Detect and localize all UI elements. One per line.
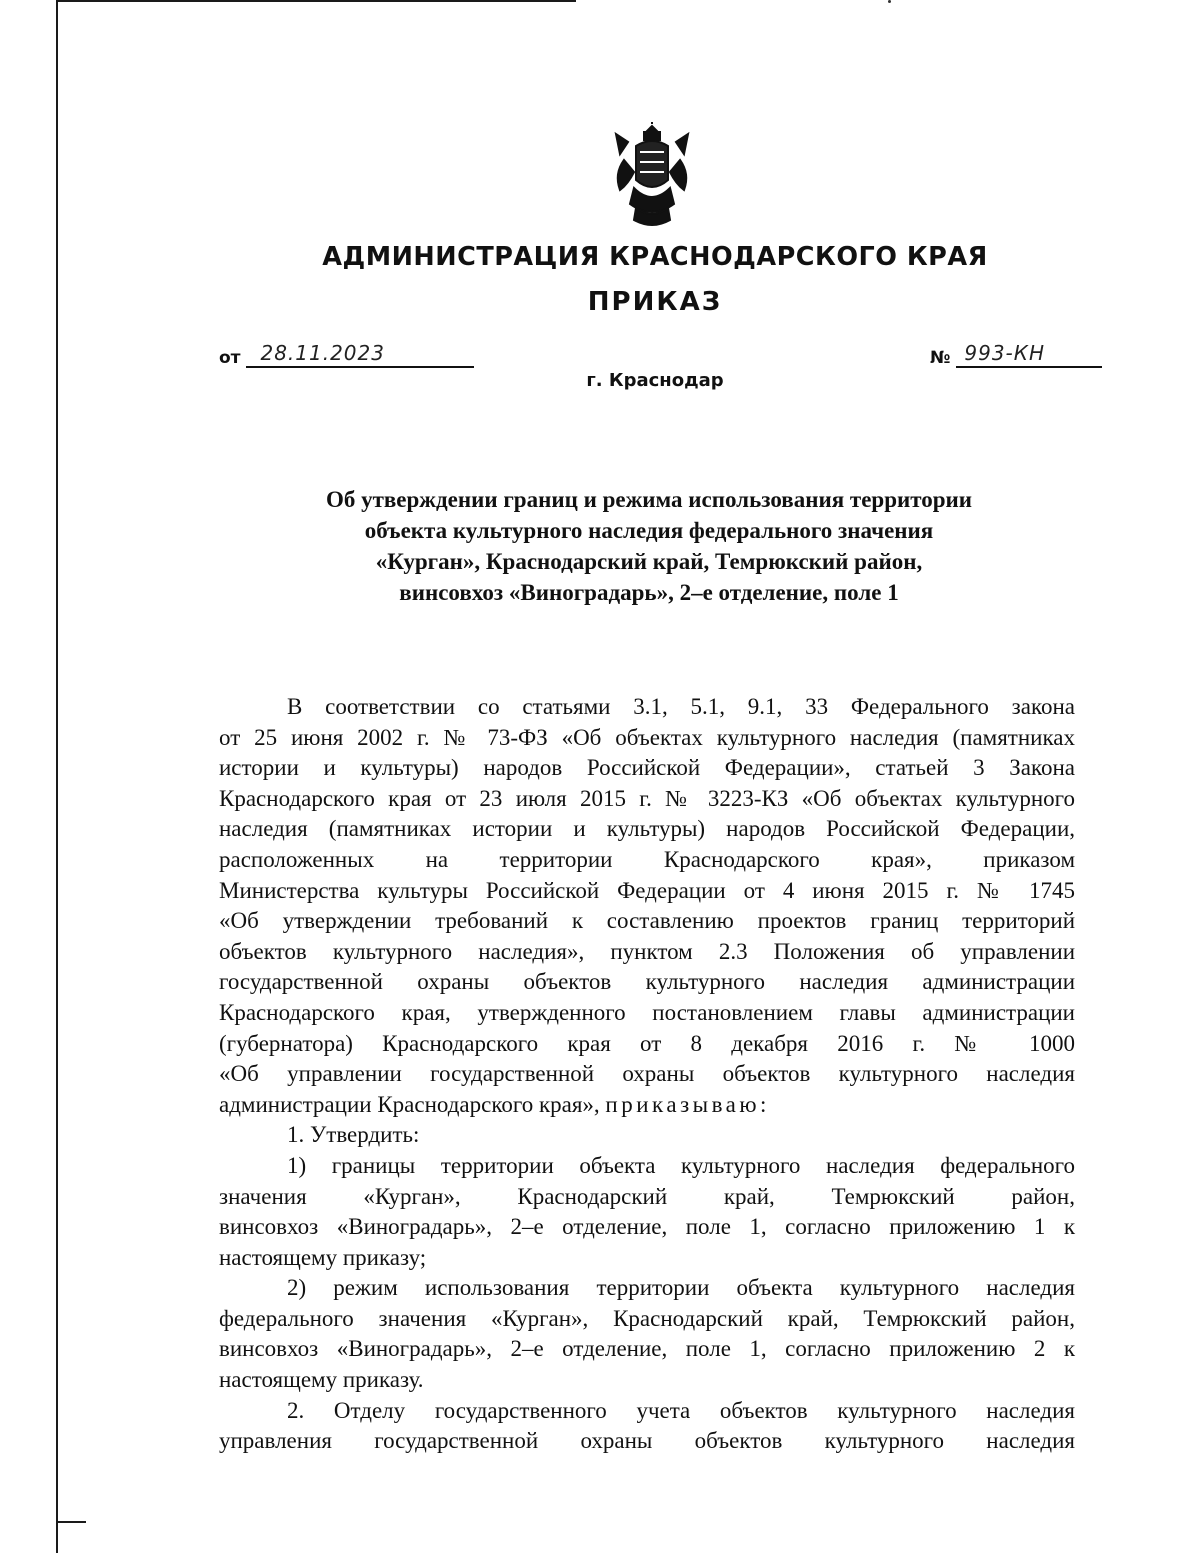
body-line: значения «Курган», Краснодарский край, Темрюкский район, [219, 1183, 1075, 1209]
body-line: наследия (памятниках истории и культуры) народов Российской Федерации, [219, 816, 1075, 842]
number-row [930, 340, 1102, 368]
body-line: 2) режим использования территории объекта культурного наследия [287, 1275, 1075, 1301]
body-line: федерального значения «Курган», Краснодарский край, Темрюкский район, [219, 1305, 1075, 1331]
date-row [219, 340, 474, 368]
krasnodar-coat-of-arms-icon [606, 120, 698, 230]
order-word: приказываю: [605, 1091, 770, 1117]
scan-speck [888, 0, 891, 3]
scan-border-corner [56, 1521, 86, 1523]
body-line: Краснодарского края от 23 июля 2015 г. № 3223-КЗ «Об объектах культурного [219, 785, 1075, 811]
title-line: объекта культурного наследия федерального значения [364, 518, 934, 543]
preamble-end: администрации Краснодарского края», [219, 1091, 600, 1117]
body-line: 1) границы территории объекта культурного наследия федерального [287, 1152, 1075, 1178]
preamble-paragraph [219, 692, 1075, 1120]
body-line: Краснодарского края, утвержденного постановлением главы администрации [219, 999, 1075, 1025]
item-1-1 [219, 1151, 1075, 1273]
body-line: 2. Отделу государственного учета объектов культурного наследия [287, 1397, 1075, 1423]
title-line: Об утверждении границ и режима использования территории [325, 487, 973, 512]
scan-border-top [56, 0, 576, 2]
body-line: государственной охраны объектов культурного наследия администрации [219, 969, 1075, 995]
body-line [219, 1090, 1075, 1121]
body-line: истории и культуры) народов Российской Федерации», статьей 3 Закона [219, 755, 1075, 781]
document-title [219, 484, 1079, 608]
body-line: расположенных на территории Краснодарского края», приказом [219, 846, 1075, 872]
scan-border-left [56, 0, 58, 1553]
document-body [219, 692, 1075, 1457]
date-label: от [219, 348, 241, 368]
body-line: от 25 июня 2002 г. № 73-ФЗ «Об объектах культурного наследия (памятниках [219, 724, 1075, 750]
title-line: «Курган», Краснодарский край, Темрюкский район, [375, 549, 923, 574]
item-2 [219, 1396, 1075, 1457]
body-line: Министерства культуры Российской Федерации от 4 июня 2015 г. № 1745 [219, 877, 1075, 903]
body-line: винсовхоз «Виноградарь», 2–е отделение, поле 1, согласно приложению 1 к [219, 1214, 1075, 1240]
city: г. Краснодар [586, 370, 724, 391]
document-type: ПРИКАЗ [587, 287, 723, 317]
title-line: винсовхоз «Виноградарь», 2–е отделение, поле 1 [399, 580, 899, 605]
number-value: 993-КН [956, 340, 1102, 368]
body-line: «Об управлении государственной охраны объектов культурного наследия [219, 1061, 1075, 1087]
body-line: настоящему приказу; [219, 1244, 427, 1270]
item-1-2 [219, 1273, 1075, 1395]
body-line: управления государственной охраны объектов культурного наследия [219, 1428, 1075, 1454]
body-line: «Об утверждении требований к составлению проектов границ территорий [219, 908, 1075, 934]
organization-name: АДМИНИСТРАЦИЯ КРАСНОДАРСКОГО КРАЯ [322, 242, 988, 272]
body-line: винсовхоз «Виноградарь», 2–е отделение, поле 1, согласно приложению 2 к [219, 1336, 1075, 1362]
body-line: В соответствии со статьями 3.1, 5.1, 9.1, 33 Федерального закона [287, 694, 1075, 719]
body-line: настоящему приказу. [219, 1367, 424, 1393]
date-value: 28.11.2023 [246, 340, 474, 368]
number-label: № [930, 348, 951, 368]
item-1: 1. Утвердить: [287, 1122, 420, 1148]
body-line: (губернатора) Краснодарского края от 8 декабря 2016 г. № 1000 [219, 1030, 1075, 1056]
body-line: объектов культурного наследия», пунктом 2.3 Положения об управлении [219, 938, 1075, 964]
